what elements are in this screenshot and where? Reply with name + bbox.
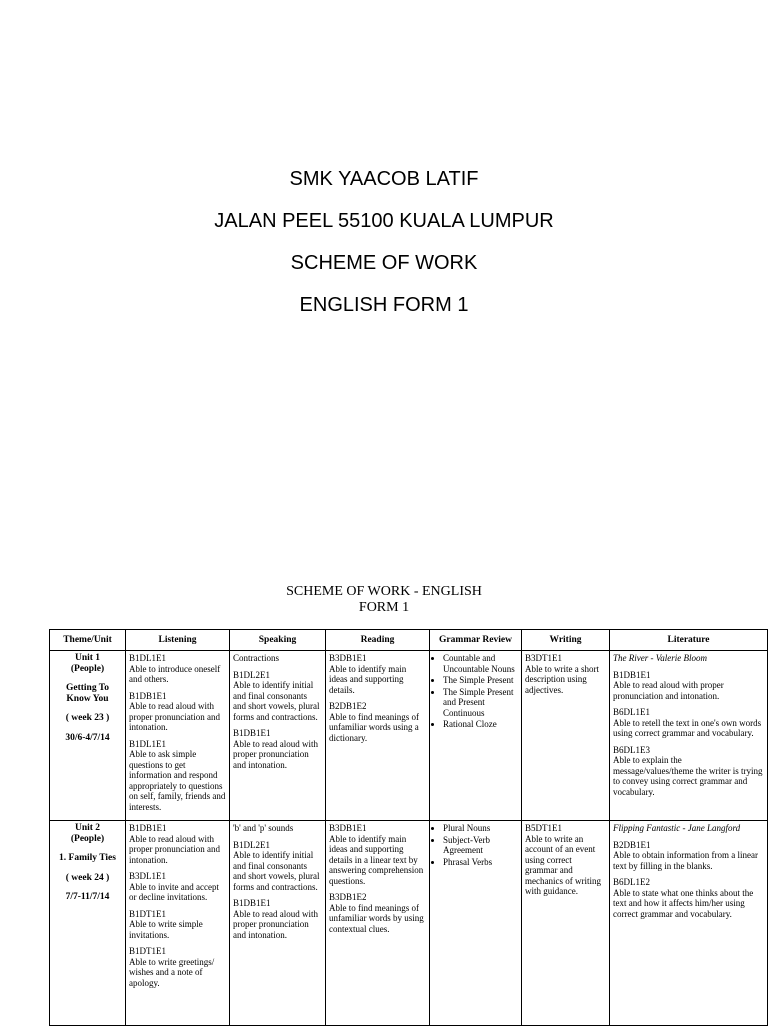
- skill-desc: Able to write simple invitations.: [129, 919, 203, 940]
- title-block: [0, 158, 768, 326]
- grammar-list: [433, 653, 518, 730]
- skill-code: B3DT1E1: [525, 653, 562, 663]
- document-title: SCHEME OF WORK: [290, 252, 478, 274]
- skill-code: B1DL1E1: [129, 738, 166, 749]
- skill-code: B1DB1E1: [233, 728, 271, 738]
- skill-desc: Able to identify main ideas and supporting details.: [329, 663, 407, 695]
- skill-desc: Able to find meanings of unfamiliar words by using contextual clues.: [329, 902, 424, 934]
- skill-code: B3DB1E1: [329, 823, 367, 833]
- literature-entry: [613, 670, 764, 702]
- grammar-item: • Plural Nouns: [443, 823, 518, 834]
- literature-entry: [613, 840, 764, 872]
- writing-entry: [525, 653, 606, 695]
- listening-cell: [126, 821, 230, 1026]
- skill-desc: Able to identify initial and final consonants and short vowels, plural forms and contractions.: [233, 850, 320, 892]
- scheme-table: [49, 629, 768, 1026]
- skill-code: B3DL1E1: [129, 871, 166, 881]
- grammar-list: [433, 823, 518, 867]
- table-row: [50, 651, 768, 821]
- writing-cell: [522, 651, 610, 821]
- listening-entry: [129, 871, 226, 903]
- skill-code: B6DL1E1: [613, 707, 650, 717]
- skill-desc: Able to invite and accept or decline invitations.: [129, 881, 219, 902]
- grammar-cell: [430, 651, 522, 821]
- speaking-entry: [233, 670, 322, 723]
- skill-code: B2DB1E1: [613, 839, 651, 850]
- subject-title: ENGLISH FORM 1: [299, 294, 469, 316]
- skill-topic: 'b' and 'p' sounds: [233, 823, 294, 833]
- grammar-item: • Countable and Uncountable Nouns: [443, 653, 518, 674]
- skill-desc: Able to identify main ideas and supporting details in a linear text by answering comprehension questions.: [329, 833, 424, 886]
- reading-entry: [329, 653, 426, 695]
- literature-entry: [613, 707, 764, 739]
- unit-number: Unit 2: [74, 823, 101, 833]
- table-heading-line2: FORM 1: [358, 600, 410, 615]
- speaking-cell: [230, 821, 326, 1026]
- literature-cell: [610, 821, 768, 1026]
- writing-entry: [525, 823, 606, 897]
- skill-topic: Contractions: [233, 653, 279, 663]
- skill-desc: Able to explain the message/values/theme the writer is trying to convey using correct grammar and vocabulary.: [613, 755, 763, 797]
- literature-entry: [613, 745, 764, 798]
- unit-dates: 30/6-4/7/14: [65, 732, 110, 743]
- table-header-row: [50, 630, 768, 651]
- speaking-entry: [233, 653, 322, 664]
- skill-desc: Able to identify initial and final consonants and short vowels, plural forms and contractions.: [233, 680, 320, 722]
- grammar-cell: [430, 821, 522, 1026]
- col-header-literature: Literature: [610, 630, 768, 651]
- speaking-entry: [233, 898, 322, 940]
- literature-cell: [610, 651, 768, 821]
- reading-entry: [329, 701, 426, 743]
- skill-code: B1DB1E1: [613, 669, 651, 680]
- literature-entry: [613, 877, 764, 919]
- col-header-writing: Writing: [522, 630, 610, 651]
- literature-title: The River - Valerie Bloom: [613, 653, 707, 663]
- table-heading: [0, 584, 768, 616]
- skill-code: B1DB1E1: [233, 898, 271, 908]
- reading-cell: [326, 821, 430, 1026]
- skill-code: B1DB1E1: [129, 690, 167, 701]
- listening-entry: [129, 823, 226, 865]
- unit-week: ( week 23 ): [65, 713, 110, 723]
- reading-entry: [329, 892, 426, 934]
- skill-desc: Able to read aloud with proper pronunciation and intonation.: [613, 680, 724, 701]
- unit-theme: (People): [70, 663, 105, 674]
- listening-entry: [129, 691, 226, 733]
- unit-theme: (People): [70, 833, 105, 844]
- skill-desc: Able to ask simple questions to get information and respond appropriately to questions on self, family, friends and interests.: [129, 749, 226, 812]
- col-header-theme: Theme/Unit: [50, 630, 126, 651]
- skill-code: B3DB1E1: [329, 653, 367, 663]
- col-header-speaking: Speaking: [230, 630, 326, 651]
- grammar-item: • The Simple Present: [443, 675, 518, 686]
- col-header-listening: Listening: [126, 630, 230, 651]
- unit-dates: 7/7-11/7/14: [65, 892, 110, 902]
- skill-desc: Able to retell the text in one's own words using correct grammar and vocabulary.: [613, 717, 762, 738]
- listening-entry: [129, 739, 226, 813]
- listening-cell: [126, 651, 230, 821]
- skill-desc: Able to read aloud with proper pronunciation and intonation.: [129, 701, 220, 732]
- school-address: JALAN PEEL 55100 KUALA LUMPUR: [214, 210, 554, 232]
- skill-code: B6DL1E3: [613, 744, 650, 755]
- col-header-grammar: Grammar Review: [430, 630, 522, 651]
- skill-code: B1DB1E1: [129, 823, 167, 833]
- skill-desc: Able to state what one thinks about the text and how it affects him/her using correct grammar and vocabulary.: [613, 887, 754, 919]
- speaking-cell: [230, 651, 326, 821]
- reading-entry: [329, 823, 426, 886]
- skill-code: B1DL1E1: [129, 653, 166, 663]
- listening-entry: [129, 909, 226, 941]
- grammar-item: • Rational Cloze: [443, 719, 518, 730]
- listening-entry: [129, 653, 226, 685]
- grammar-item: • Subject-Verb Agreement: [443, 835, 518, 856]
- skill-desc: Able to read aloud with proper pronunciation and intonation.: [129, 833, 220, 865]
- skill-code: B1DT1E1: [129, 908, 166, 919]
- literature-title: Flipping Fantastic - Jane Langford: [613, 823, 741, 833]
- listening-entry: [129, 946, 226, 988]
- skill-code: B6DL1E2: [613, 877, 650, 887]
- skill-code: B3DB1E2: [329, 892, 367, 902]
- skill-desc: Able to read aloud with proper pronunciation and intonation.: [233, 908, 318, 940]
- grammar-item: • The Simple Present and Present Continuous: [443, 687, 518, 719]
- skill-code: B1DL2E1: [233, 839, 270, 850]
- skill-desc: Able to introduce oneself and others.: [129, 663, 221, 684]
- unit-title: 1. Family Ties: [59, 853, 116, 863]
- table-heading-line1: SCHEME OF WORK - ENGLISH: [286, 584, 482, 599]
- unit-cell: [50, 651, 126, 821]
- skill-desc: Able to write greetings/ wishes and a note of apology.: [129, 956, 215, 988]
- skill-desc: Able to find meanings of unfamiliar words using a dictionary.: [329, 711, 419, 743]
- skill-code: B1DL2E1: [233, 669, 270, 680]
- skill-desc: Able to read aloud with proper pronunciation and intonation.: [233, 738, 318, 770]
- skill-code: B2DB1E2: [329, 701, 367, 711]
- col-header-reading: Reading: [326, 630, 430, 651]
- unit-cell: [50, 821, 126, 1026]
- reading-cell: [326, 651, 430, 821]
- school-name: SMK YAACOB LATIF: [289, 168, 479, 190]
- skill-desc: Able to write an account of an event using correct grammar and mechanics of writing with guidance.: [525, 833, 601, 896]
- unit-title: Getting To Know You: [65, 683, 110, 704]
- unit-number: Unit 1: [74, 653, 101, 663]
- speaking-entry: [233, 728, 322, 770]
- skill-desc: Able to obtain information from a linear text by filling in the blanks.: [613, 850, 758, 871]
- speaking-entry: [233, 823, 322, 834]
- unit-week: ( week 24 ): [65, 872, 110, 883]
- grammar-item: • Phrasal Verbs: [443, 857, 518, 868]
- skill-desc: Able to write a short description using adjectives.: [525, 663, 599, 695]
- table-row: [50, 821, 768, 1026]
- speaking-entry: [233, 840, 322, 893]
- skill-code: B1DT1E1: [129, 946, 166, 956]
- writing-cell: [522, 821, 610, 1026]
- skill-code: B5DT1E1: [525, 823, 562, 833]
